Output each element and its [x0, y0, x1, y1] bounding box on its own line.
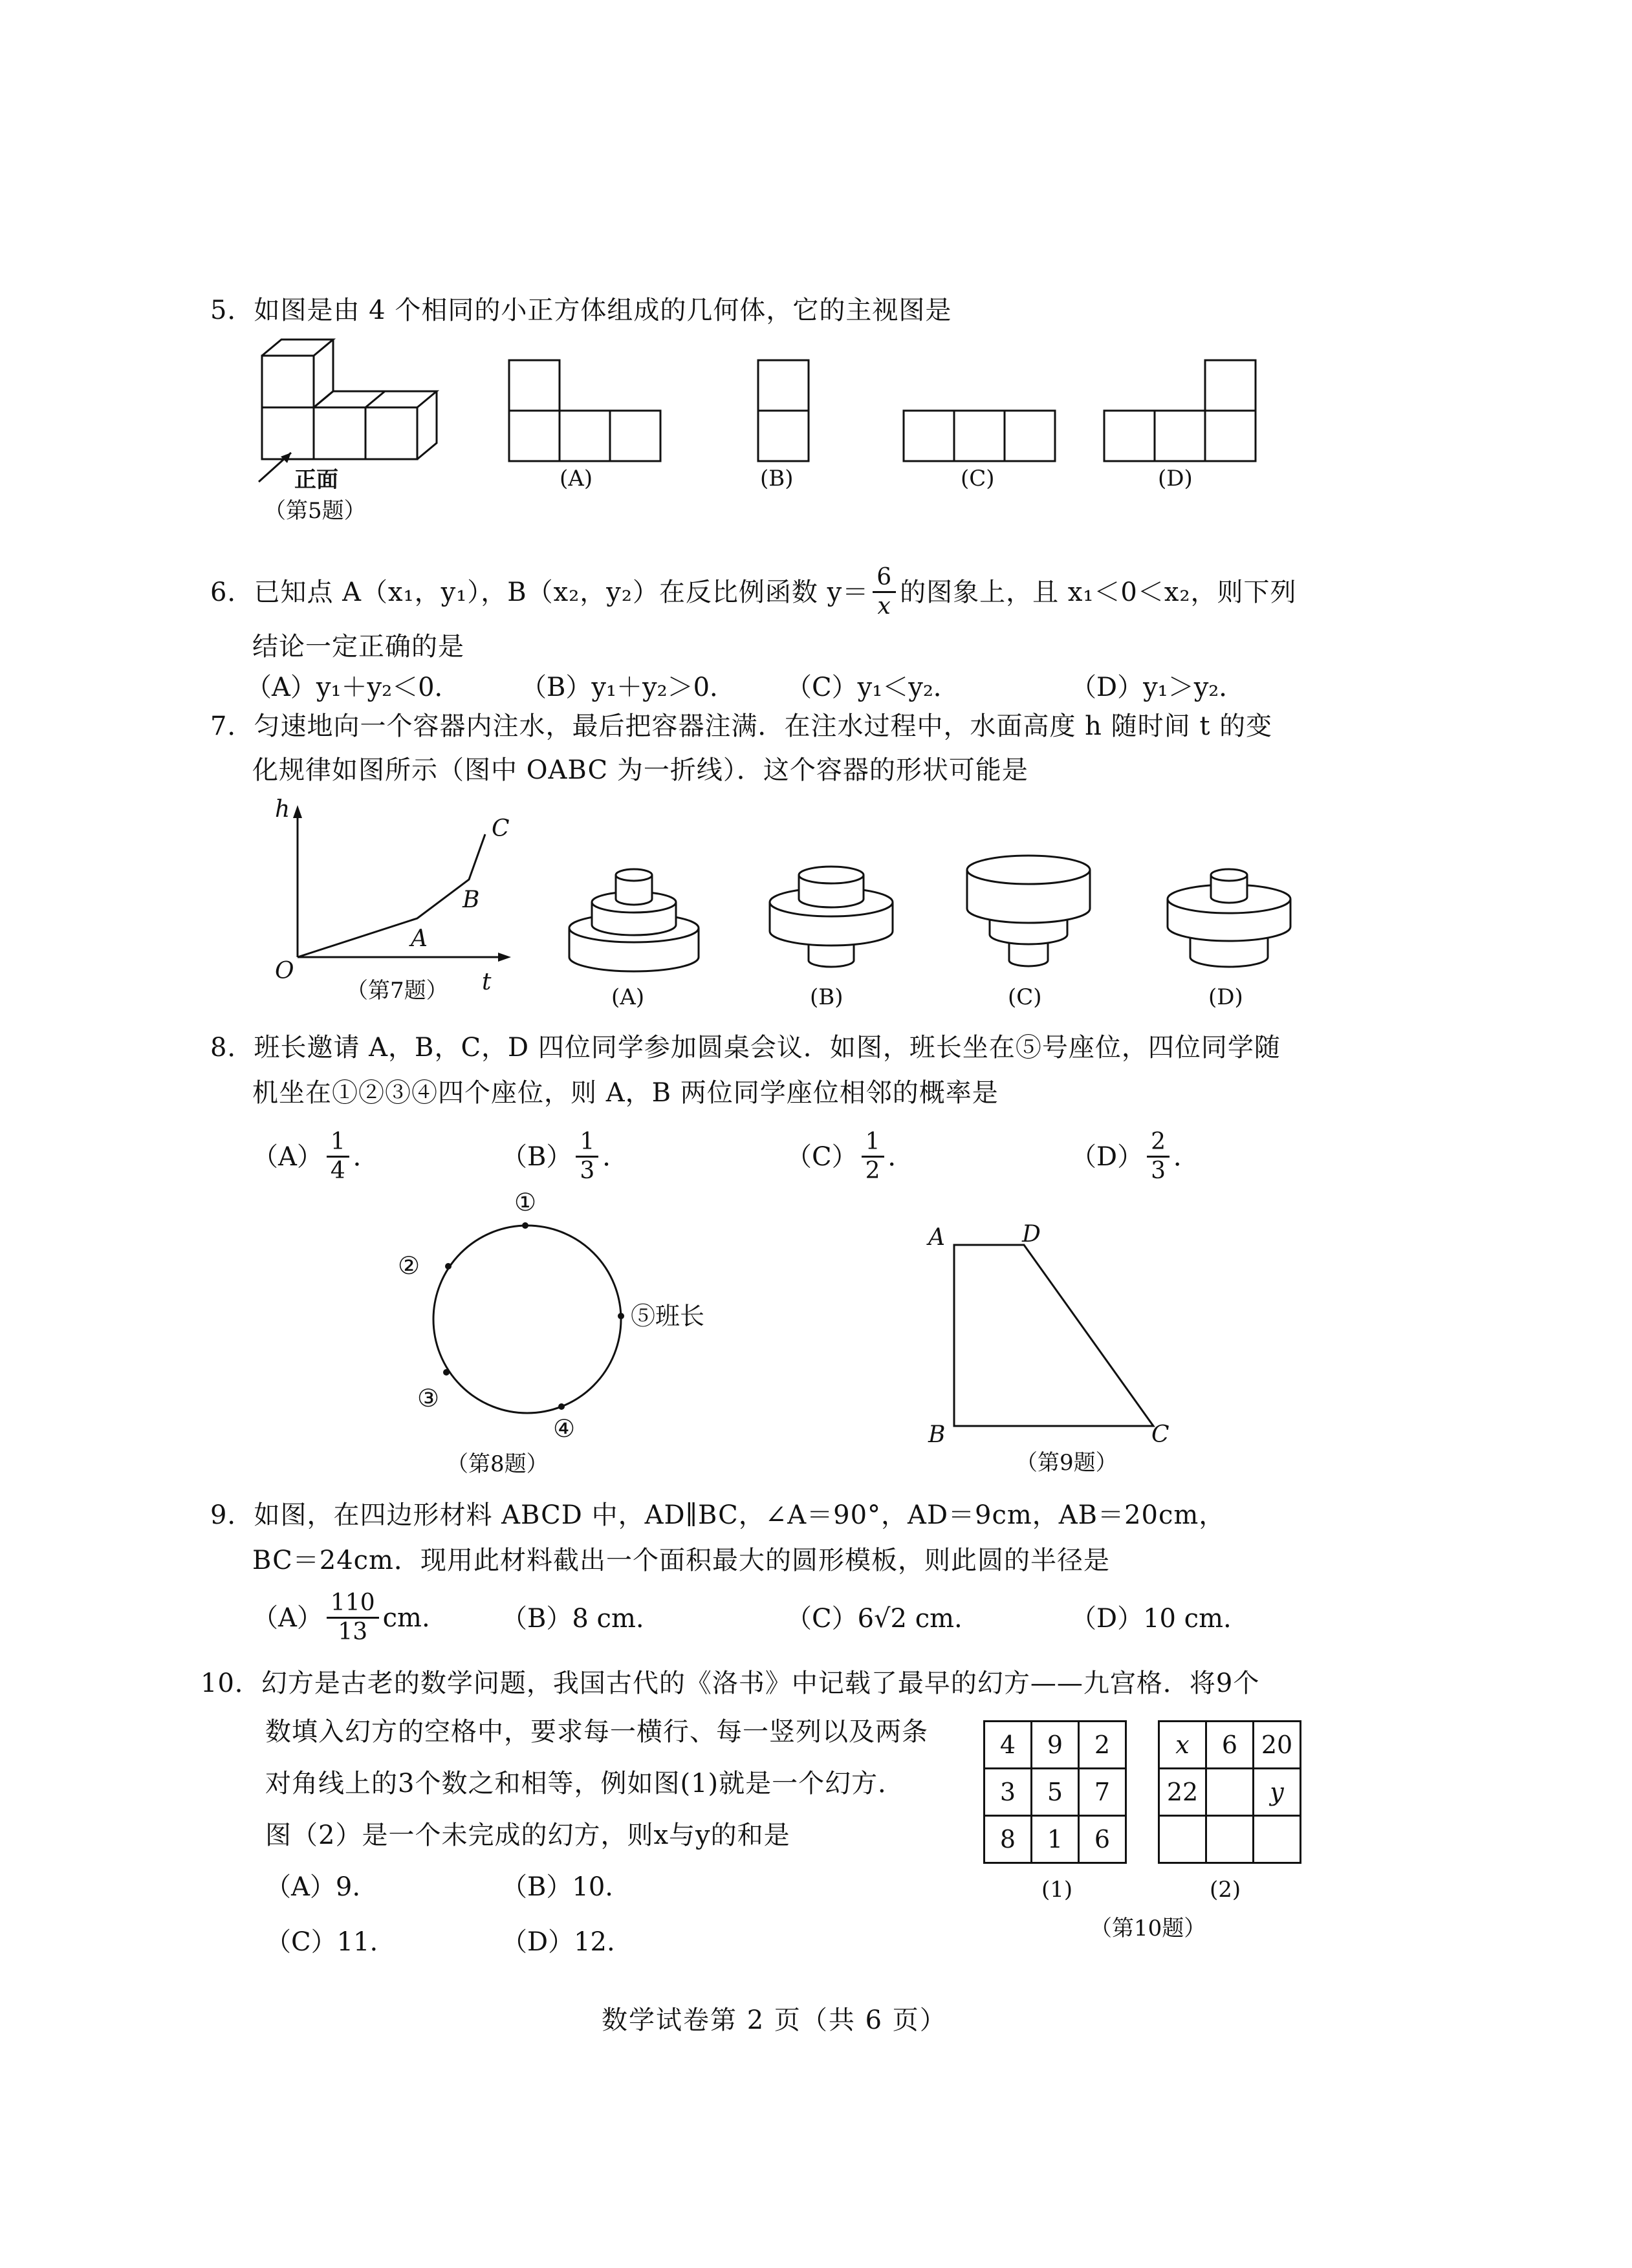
q8-c-num: 1	[862, 1129, 884, 1158]
q8-d-den: 3	[1151, 1158, 1166, 1184]
q10-option-d: （D）12.	[501, 1927, 615, 1957]
q7-point-c: C	[492, 815, 510, 842]
q8-a-den: 4	[330, 1158, 345, 1184]
q9-option-a-prefix: （A）	[252, 1603, 323, 1633]
q8-seat-2: ②	[398, 1251, 420, 1280]
q5-option-d-view	[1103, 359, 1258, 462]
q6-fraction	[873, 564, 896, 620]
q8-option-c-prefix: （C）	[786, 1141, 858, 1172]
q8-seat-4: ④	[553, 1414, 576, 1443]
q5-option-b-view	[757, 359, 811, 462]
q6-stem-line1	[210, 564, 1296, 620]
q9-option-b: （B）8 cm.	[501, 1604, 644, 1634]
q5-option-a-view	[508, 359, 663, 462]
q8-a-num: 1	[327, 1129, 349, 1158]
q5-solid-figure	[252, 336, 446, 466]
q9-stem-a: 9．如图，在四边形材料 ABCD 中，AD∥BC，∠A＝90°，AD＝9cm，AB＝20cm，	[210, 1500, 1226, 1530]
q8-d-num: 2	[1147, 1129, 1170, 1158]
q8-b-num: 1	[576, 1129, 598, 1158]
q10-option-b: （B）10.	[501, 1872, 614, 1902]
q7-polyline-oabc	[298, 834, 485, 957]
q6-frac-num: 6	[873, 564, 896, 593]
q5-label-d: (D)	[1158, 466, 1193, 491]
q6-option-c: （C）y₁＜y₂．	[786, 673, 959, 702]
q8-stem-b: 机坐在①②③④四个座位，则 A，B 两位同学座位相邻的概率是	[252, 1078, 999, 1108]
q7-container-c	[957, 844, 1100, 980]
q5-label-c: (C)	[961, 466, 995, 491]
grid1-cell: 8	[985, 1816, 1032, 1863]
q10-option-a: （A）9.	[265, 1872, 361, 1902]
grid2-cell	[1159, 1816, 1206, 1863]
q9-option-a	[252, 1590, 430, 1646]
q9-a-den: 13	[338, 1619, 368, 1645]
q7-stem-a: 7．匀速地向一个容器内注水，最后把容器注满．在注水过程中，水面高度 h 随时间 t 的变	[210, 711, 1273, 741]
q8-round-table	[382, 1183, 731, 1455]
q10-grid1-label: (1)	[1041, 1877, 1073, 1903]
q8-stem-a: 8．班长邀请 A，B，C，D 四位同学参加圆桌会议．如图，班长坐在⑤号座位，四位同学随	[210, 1033, 1281, 1063]
q5-stem: 5．如图是由 4 个相同的小正方体组成的几何体，它的主视图是	[210, 296, 952, 325]
q8-option-b: （B） $\frac{1}{3}$ ．	[501, 1129, 629, 1184]
q8-option-a-frac	[327, 1129, 349, 1185]
q8-seat-1: ①	[514, 1188, 537, 1216]
q9-caption: （第9题）	[1016, 1450, 1118, 1476]
grid2-cell	[1206, 1769, 1254, 1816]
q8-option-d-prefix: （D）	[1071, 1141, 1144, 1172]
q6-option-d: （D）y₁＞y₂．	[1071, 673, 1245, 702]
q8-option-b-prefix: （B）	[501, 1141, 572, 1172]
q7-point-b: B	[462, 887, 480, 913]
q5-caption: （第5题）	[264, 498, 366, 524]
grid2-cell: 22	[1159, 1769, 1206, 1816]
q5-label-b: (B)	[760, 466, 794, 491]
q10-stem-c: 对角线上的3个数之和相等，例如图(1)就是一个幻方．	[265, 1769, 905, 1798]
grid1-cell: 2	[1079, 1722, 1126, 1769]
q6-frac-den: x	[877, 593, 891, 620]
q7-graph	[272, 796, 517, 995]
q8-b-den: 3	[580, 1158, 595, 1184]
table-row	[1159, 1722, 1301, 1769]
q9-stem-b: BC＝24cm．现用此材料截出一个面积最大的圆形模板，则此圆的半径是	[252, 1546, 1110, 1575]
q7-container-d	[1158, 844, 1300, 980]
q6-option-b: （B）y₁＋y₂＞0．	[521, 673, 736, 702]
q8-option-d-frac	[1147, 1129, 1170, 1185]
q9-vertex-a: A	[928, 1224, 945, 1251]
q9-vertex-c: C	[1151, 1421, 1170, 1448]
q7-point-a: A	[411, 925, 428, 952]
q5-front-label: 正面	[294, 467, 338, 493]
q8-option-a: （A） $\frac{1}{4}$ ．	[252, 1129, 379, 1184]
q7-label-c: (C)	[1008, 984, 1042, 1010]
q7-point-o: O	[275, 958, 294, 984]
grid2-cell: 6	[1206, 1722, 1254, 1769]
q10-magic-square-1	[983, 1720, 1127, 1864]
q10-caption: （第10题）	[1090, 1916, 1206, 1941]
q9-option-d: （D）10 cm.	[1071, 1604, 1232, 1634]
grid1-cell: 9	[1032, 1722, 1079, 1769]
grid1-cell: 4	[985, 1722, 1032, 1769]
q7-container-a	[563, 844, 705, 980]
q8-seat-3: ③	[417, 1384, 440, 1412]
q7-label-b: (B)	[810, 984, 843, 1010]
table-row	[985, 1722, 1126, 1769]
grid1-cell: 7	[1079, 1769, 1126, 1816]
grid2-cell-y: y	[1254, 1769, 1301, 1816]
q9-trapezoid-figure	[922, 1216, 1193, 1448]
q6-stem-c: 结论一定正确的是	[252, 632, 464, 662]
q9-option-c: （C）6√2 cm.	[786, 1604, 963, 1634]
q8-caption: （第8题）	[446, 1451, 549, 1477]
q10-stem-b: 数填入幻方的空格中，要求每一横行、每一竖列以及两条	[265, 1717, 928, 1747]
grid2-cell	[1206, 1816, 1254, 1863]
q10-grid2-label: (2)	[1210, 1877, 1241, 1903]
q5-label-a: (A)	[560, 466, 593, 491]
table-row	[1159, 1769, 1301, 1816]
q10-magic-square-2	[1158, 1720, 1301, 1864]
q10-stem-d: 图（2）是一个未完成的幻方，则x与y的和是	[265, 1820, 790, 1850]
q9-option-a-frac	[327, 1590, 379, 1646]
q7-axis-t: t	[482, 969, 492, 995]
q8-option-b-frac	[576, 1129, 598, 1185]
q7-axis-h: h	[275, 796, 290, 823]
q9-a-num: 110	[327, 1590, 379, 1619]
q7-stem-b: 化规律如图所示（图中 OABC 为一折线）．这个容器的形状可能是	[252, 755, 1028, 785]
q10-stem-a: 10．幻方是古老的数学问题，我国古代的《洛书》中记载了最早的幻方——九宫格．将9个	[201, 1669, 1260, 1698]
grid1-cell: 5	[1032, 1769, 1079, 1816]
q7-container-b	[760, 844, 902, 980]
q9-vertex-b: B	[928, 1421, 946, 1448]
grid2-cell-x: x	[1159, 1722, 1206, 1769]
table-row	[985, 1816, 1126, 1863]
page-footer: 数学试卷第 2 页（共 6 页）	[602, 2005, 947, 2035]
q7-label-a: (A)	[611, 984, 645, 1010]
q6-stem-a: 6．已知点 A（x₁，y₁），B（x₂，y₂）在反比例函数 y＝	[210, 577, 869, 607]
q8-option-d: （D） $\frac{2}{3}$ ．	[1071, 1129, 1199, 1184]
table-row	[985, 1769, 1126, 1816]
q9-option-a-unit: cm.	[382, 1603, 430, 1633]
q6-stem-b: 的图象上，且 x₁＜0＜x₂，则下列	[900, 577, 1297, 607]
q8-option-a-prefix: （A）	[252, 1141, 323, 1172]
q8-option-c: （C） $\frac{1}{2}$ ．	[786, 1129, 914, 1184]
table-row	[1159, 1816, 1301, 1863]
q10-option-c: （C）11.	[265, 1927, 378, 1957]
grid1-cell: 6	[1079, 1816, 1126, 1863]
grid1-cell: 1	[1032, 1816, 1079, 1863]
grid2-cell	[1254, 1816, 1301, 1863]
q7-caption: （第7题）	[346, 978, 448, 1004]
q8-seat-5: ⑤班长	[631, 1302, 705, 1330]
grid1-cell: 3	[985, 1769, 1032, 1816]
q8-c-den: 2	[865, 1158, 880, 1184]
q8-option-c-frac	[862, 1129, 884, 1185]
q5-option-c-view	[902, 409, 1058, 464]
q7-label-d: (D)	[1208, 984, 1243, 1010]
q9-vertex-d: D	[1022, 1221, 1041, 1247]
q6-option-a: （A）y₁＋y₂＜0．	[246, 673, 461, 702]
grid2-cell: 20	[1254, 1722, 1301, 1769]
